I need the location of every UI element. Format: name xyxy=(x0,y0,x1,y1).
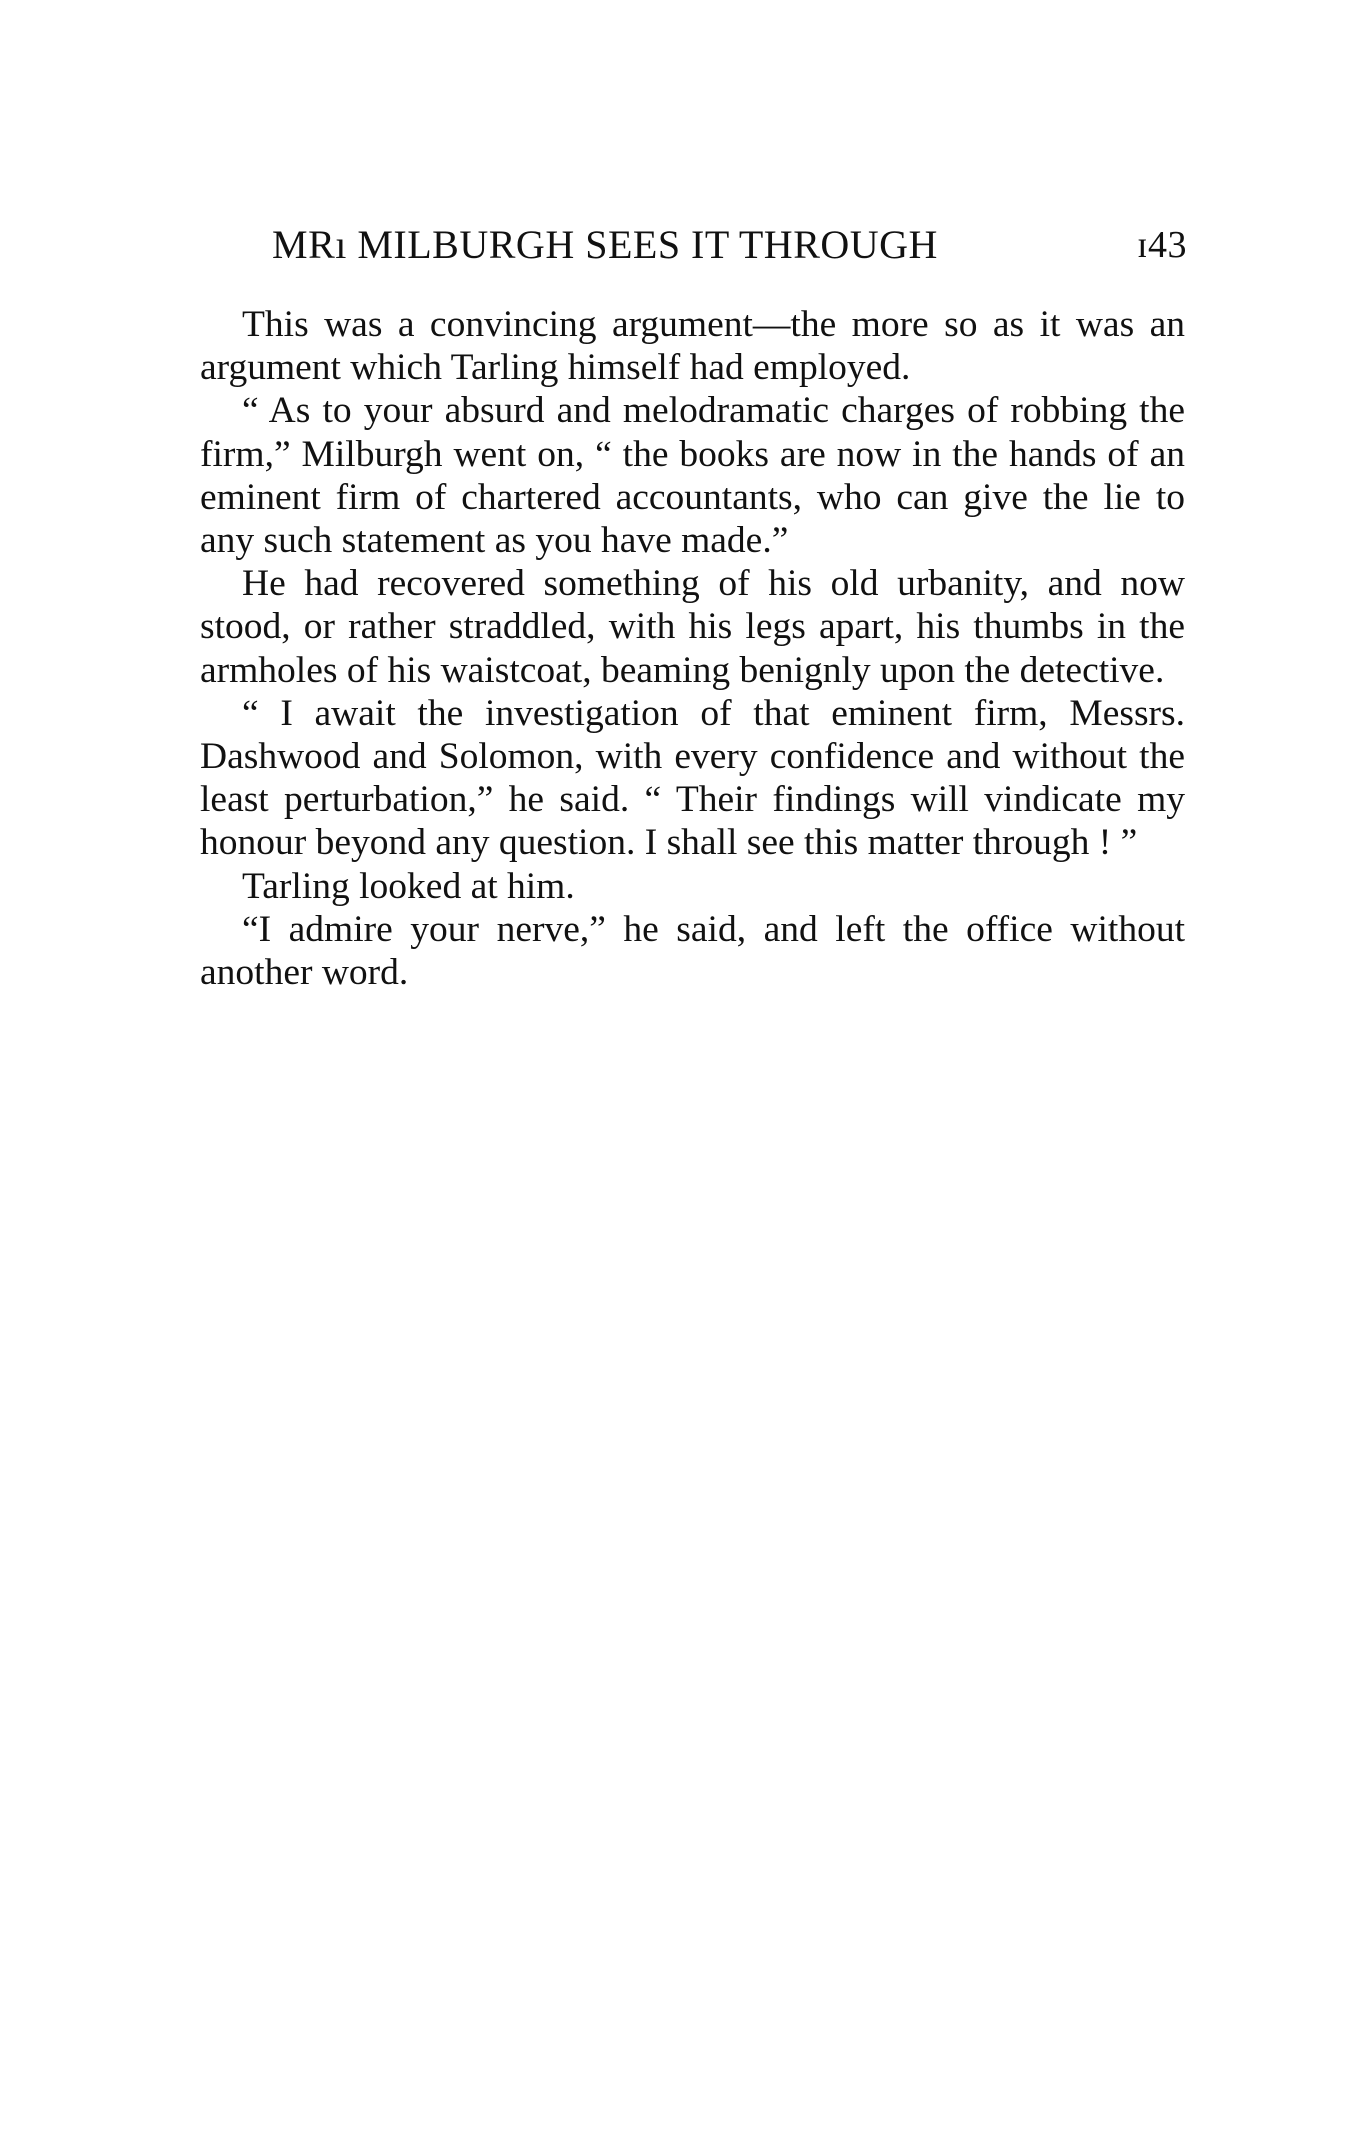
paragraph: “ I await the investigation of that eminent firm, Messrs. Dashwood and Solomon, with every confidence and without the least perturbation,” he said. “ Their findings will vindicate my honour beyond any question. I shall see this matter through ! ” xyxy=(200,692,1185,864)
body-text xyxy=(200,303,1185,994)
chapter-title: MRı MILBURGH SEES IT THROUGH xyxy=(272,222,938,267)
paragraph: “I admire your nerve,” he said, and left the office without another word. xyxy=(200,908,1185,994)
paragraph: He had recovered something of his old urbanity, and now stood, or rather straddled, with his legs apart, his thumbs in the armholes of his waistcoat, beaming benignly upon the detective. xyxy=(200,563,1185,691)
paragraph: “ As to your absurd and melodramatic charges of robbing the firm,” Milburgh went on, “ the books are now in the hands of an eminent firm of chartered accountants, who can give the lie to any such statement as you have made.” xyxy=(200,390,1185,562)
paragraph: This was a convincing argument—the more so as it was an argument which Tarling himself had employed. xyxy=(200,304,1185,389)
paragraph: Tarling looked at him. xyxy=(242,865,575,907)
running-header xyxy=(272,215,1187,275)
page-number: ɪ43 xyxy=(1136,224,1187,266)
